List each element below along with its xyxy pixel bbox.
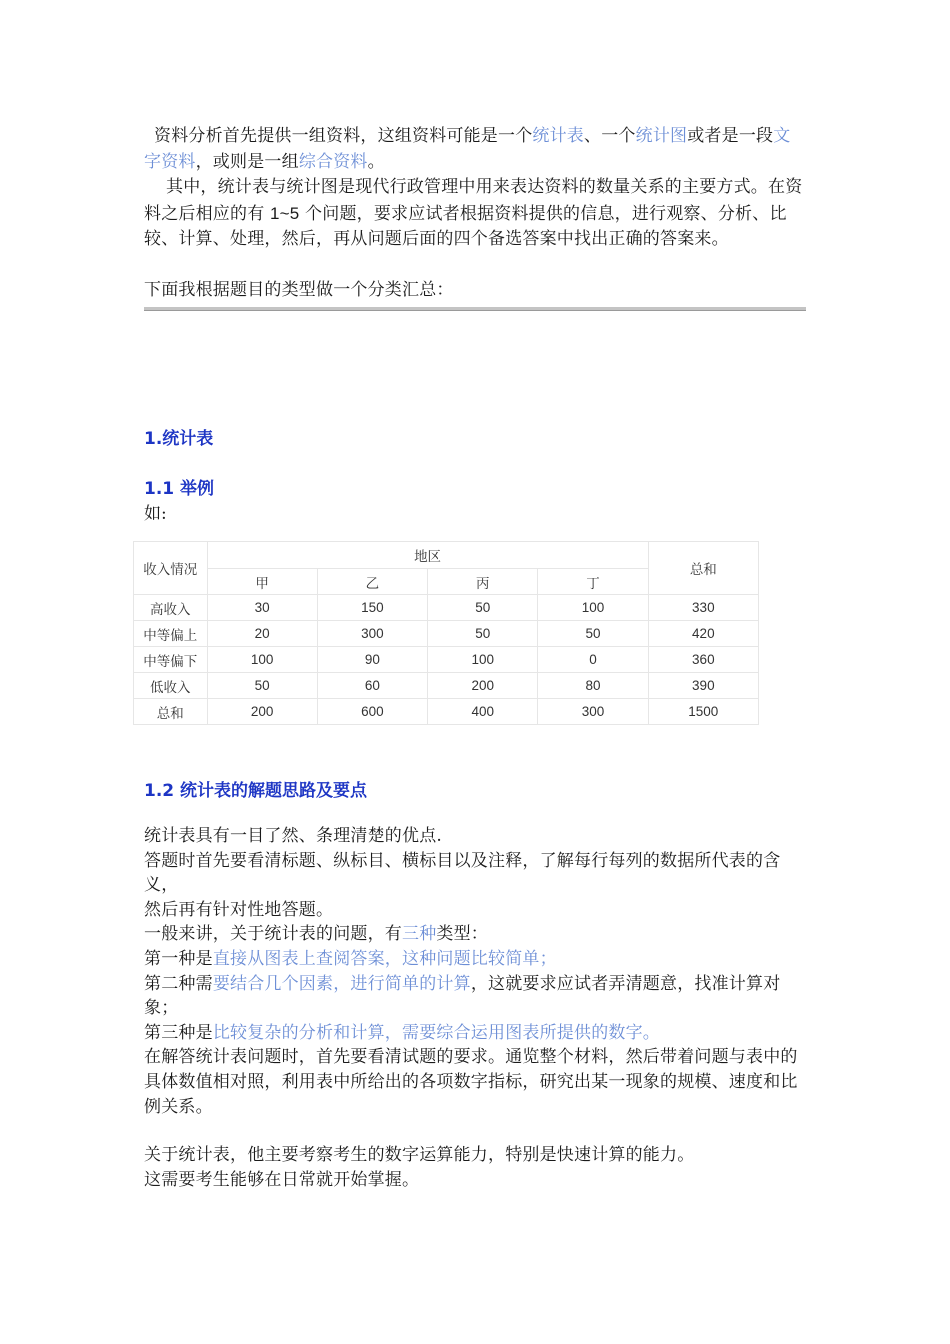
body-text: 类型： bbox=[436, 924, 489, 945]
row-label: 高收入 bbox=[134, 595, 208, 621]
row-label: 中等偏上 bbox=[134, 621, 208, 647]
section-title-example: 1.1 举例 bbox=[144, 479, 215, 499]
intro-paragraph-2 bbox=[144, 175, 806, 253]
row-label: 中等偏下 bbox=[134, 647, 208, 673]
table-cell: 360 bbox=[648, 647, 758, 673]
table-cell: 100 bbox=[538, 595, 648, 621]
approach-body bbox=[144, 824, 806, 1192]
body-line: 统计表具有一目了然、条理清楚的优点. bbox=[144, 826, 443, 846]
table-cell: 30 bbox=[207, 595, 317, 621]
intro-text: 个问题，要求应试者根据资料提供的信息，进行观察、分析、比较、计算、处理，然后，再从问题后面的四个备选答案中找出正确的答案来。 bbox=[144, 203, 787, 249]
body-text: 第三种是 bbox=[144, 1022, 213, 1043]
link-text-material[interactable]: 文字资料 bbox=[144, 126, 791, 172]
column-header: 丙 bbox=[428, 569, 538, 595]
table-cell: 300 bbox=[538, 699, 648, 725]
section-title-approach: 1.2 统计表的解题思路及要点 bbox=[144, 781, 368, 801]
body-text: 一般来讲，关于统计表的问题，有 bbox=[144, 924, 402, 945]
horizontal-rule bbox=[144, 307, 806, 311]
table-cell: 330 bbox=[648, 595, 758, 621]
table-header-row bbox=[134, 542, 759, 569]
table-corner-header: 收入情况 bbox=[134, 542, 208, 595]
table-cell: 420 bbox=[648, 621, 758, 647]
table-row bbox=[134, 673, 759, 699]
table-row bbox=[134, 595, 759, 621]
table-cell: 80 bbox=[538, 673, 648, 699]
table-cell: 200 bbox=[207, 699, 317, 725]
link-statistical-chart[interactable]: 统计图 bbox=[635, 126, 688, 146]
table-row bbox=[134, 699, 759, 725]
row-label: 总和 bbox=[134, 699, 208, 725]
table-cell: 200 bbox=[428, 673, 538, 699]
body-text: ，这就要求应试者弄清题意，找准计算对象； bbox=[144, 973, 781, 1019]
summary-line: 下面我根据题目的类型做一个分类汇总： bbox=[144, 279, 454, 300]
table-cell: 50 bbox=[428, 595, 538, 621]
column-header: 甲 bbox=[207, 569, 317, 595]
table-cell: 600 bbox=[317, 699, 427, 725]
question-count: 1~5 bbox=[270, 203, 300, 223]
region-header: 地区 bbox=[207, 542, 648, 569]
body-line: 在解答统计表问题时，首先要看清试题的要求。通览整个材料，然后带着问题与表中的具体数值相对照，利用表中所给出的各项数字指标，研究出某一现象的规模、速度和比例关系。 bbox=[144, 1047, 798, 1117]
link-type-three[interactable]: 比较复杂的分析和计算，需要综合运用图表所提供的数字。 bbox=[212, 1022, 661, 1043]
table-cell: 60 bbox=[317, 673, 427, 699]
table-cell: 50 bbox=[207, 673, 317, 699]
table-row bbox=[134, 621, 759, 647]
body-text: 第一种是 bbox=[144, 948, 213, 969]
table-cell: 100 bbox=[207, 647, 317, 673]
table-cell: 100 bbox=[428, 647, 538, 673]
body-line: 答题时首先要看清标题、纵标目、横标目以及注释，了解每行每列的数据所代表的含义， bbox=[144, 850, 781, 896]
body-line: 关于统计表，他主要考察考生的数字运算能力，特别是快速计算的能力。 bbox=[144, 1145, 695, 1166]
total-header: 总和 bbox=[648, 542, 758, 595]
intro-text: ，或则是一组 bbox=[195, 151, 299, 172]
link-three-types[interactable]: 三种 bbox=[402, 924, 437, 945]
table-row bbox=[134, 647, 759, 673]
body-text: 第二种需 bbox=[144, 973, 213, 994]
table-cell: 20 bbox=[207, 621, 317, 647]
table-cell: 300 bbox=[317, 621, 427, 647]
table-cell: 50 bbox=[428, 621, 538, 647]
section-title-statistical-table: 1.统计表 bbox=[144, 429, 214, 449]
intro-text: 、一个 bbox=[584, 126, 636, 146]
body-line bbox=[144, 972, 806, 1021]
example-lead: 如: bbox=[144, 504, 167, 524]
table-cell: 400 bbox=[428, 699, 538, 725]
body-line: 这需要考生能够在日常就开始掌握。 bbox=[144, 1169, 420, 1190]
spacer bbox=[144, 1119, 806, 1143]
table-cell: 390 bbox=[648, 673, 758, 699]
column-header: 丁 bbox=[538, 569, 648, 595]
table-cell: 1500 bbox=[648, 699, 758, 725]
row-label: 低收入 bbox=[134, 673, 208, 699]
income-region-table bbox=[133, 541, 759, 725]
table-cell: 50 bbox=[538, 621, 648, 647]
table-cell: 150 bbox=[317, 595, 427, 621]
body-line bbox=[144, 947, 806, 972]
body-line bbox=[144, 922, 806, 947]
column-header: 乙 bbox=[317, 569, 427, 595]
intro-text: 或者是一段 bbox=[687, 126, 774, 146]
intro-block bbox=[144, 124, 806, 311]
intro-text: 资料分析首先提供一组资料，这组资料可能是一个 bbox=[154, 126, 533, 146]
intro-text: 。 bbox=[367, 151, 385, 172]
intro-paragraph-1 bbox=[144, 124, 806, 175]
intro-text: 其中，统计表与统计图是现代行政管理中用来表达资料的数量关系的主要方式。在资料之后相应的有 bbox=[144, 177, 803, 224]
table-cell: 0 bbox=[538, 647, 648, 673]
table-cell: 90 bbox=[317, 647, 427, 673]
link-combined-material[interactable]: 综合资料 bbox=[298, 151, 368, 172]
link-statistical-table[interactable]: 统计表 bbox=[532, 126, 585, 146]
body-line bbox=[144, 1021, 806, 1046]
link-type-two[interactable]: 要结合几个因素，进行简单的计算 bbox=[212, 973, 471, 994]
link-type-one[interactable]: 直接从图表上查阅答案，这种问题比较简单； bbox=[212, 948, 557, 969]
body-line: 然后再有针对性地答题。 bbox=[144, 899, 334, 920]
